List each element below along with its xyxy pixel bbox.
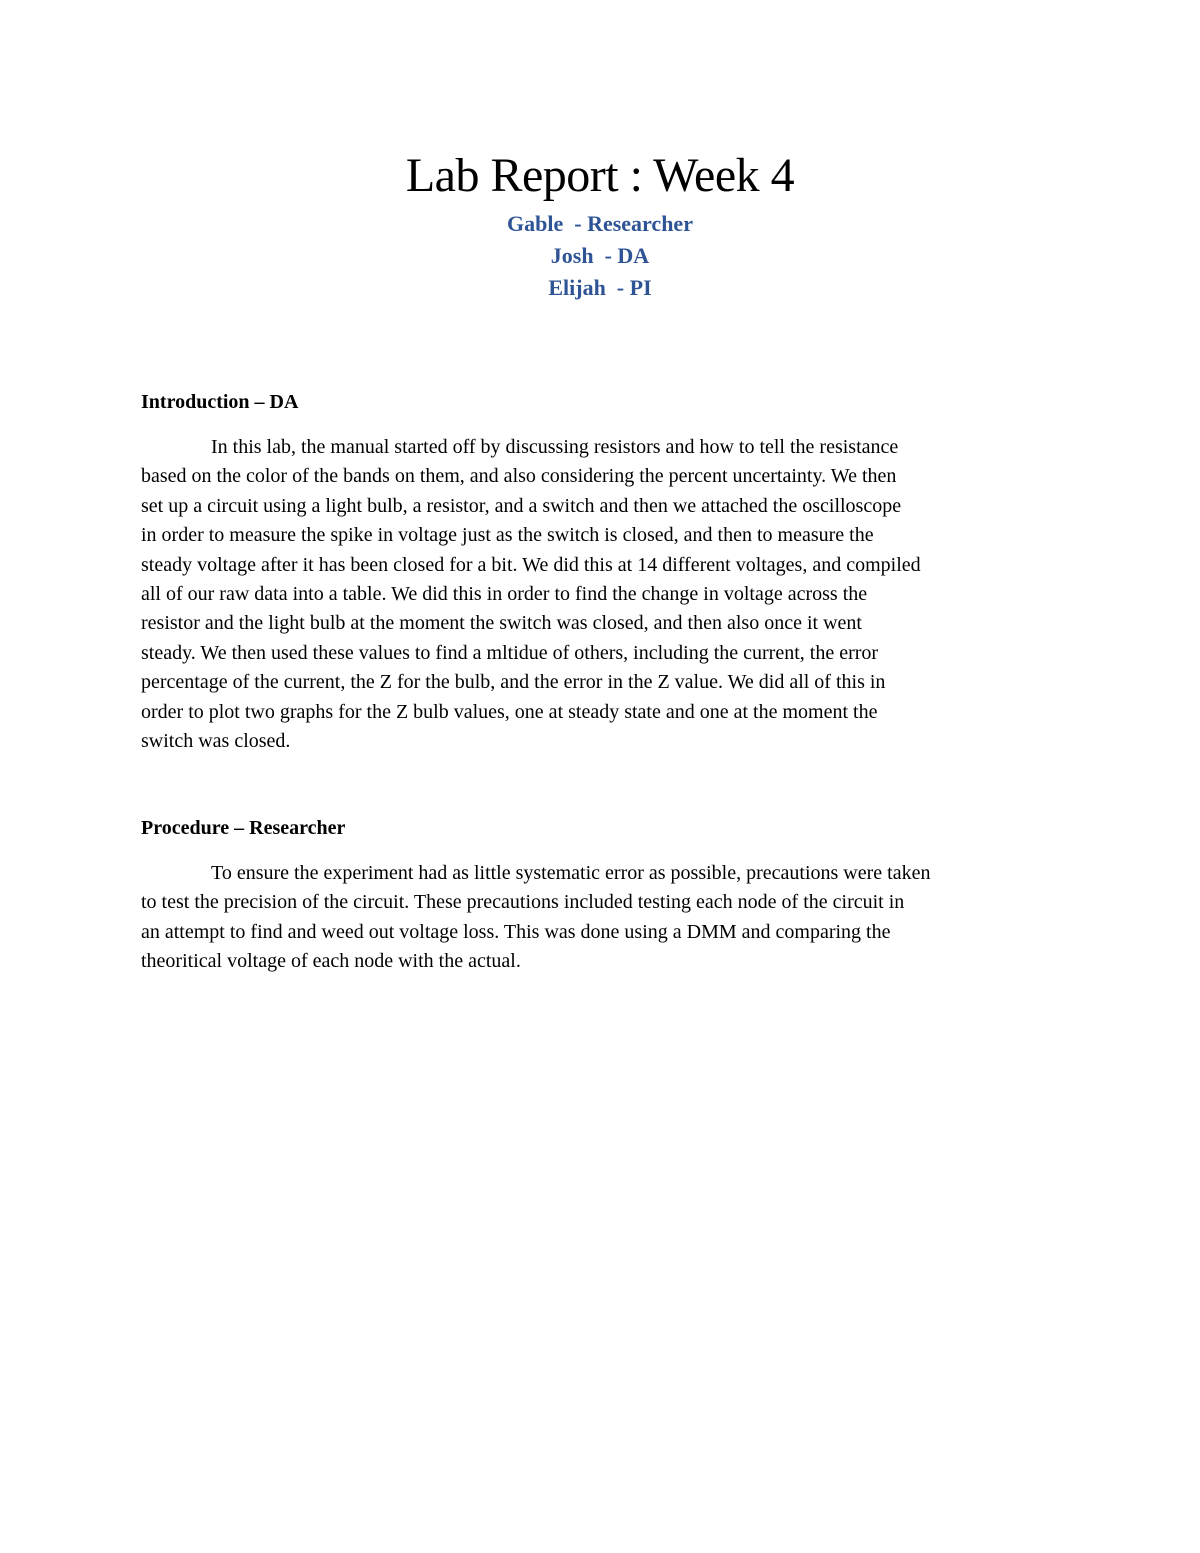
procedure-paragraph: [141, 859, 1061, 977]
introduction-paragraph: [141, 433, 1061, 756]
author-researcher: Gable - Researcher: [507, 211, 693, 236]
paragraph-line: in order to measure the spike in voltage just as the switch is closed, and then to measure the: [141, 524, 874, 547]
paragraph-line: set up a circuit using a light bulb, a resistor, and a switch and then we attached the oscilloscope: [141, 494, 902, 517]
paragraph-line: to test the precision of the circuit. These precautions included testing each node of the circuit in: [141, 891, 905, 914]
author-da: Josh - DA: [550, 243, 650, 268]
author-list: [0, 208, 1200, 304]
paragraph-line: steady. We then used these values to find a mltidue of others, including the current, the error: [141, 641, 879, 664]
paragraph-line: steady voltage after it has been closed for a bit. We did this at 14 different voltages, and compiled: [141, 553, 921, 576]
paragraph-line: To ensure the experiment had as little systematic error as possible, precautions were taken: [211, 862, 931, 884]
page-title: Lab Report : Week 4: [405, 149, 795, 202]
paragraph-line: order to plot two graphs for the Z bulb values, one at steady state and one at the moment the: [141, 700, 878, 723]
introduction-heading: Introduction – DA: [141, 391, 299, 413]
paragraph-line: In this lab, the manual started off by discussing resistors and how to tell the resistance: [211, 436, 899, 458]
paragraph-line: percentage of the current, the Z for the bulb, and the error in the Z value. We did all of this in: [141, 671, 886, 694]
paragraph-line: theoritical voltage of each node with the actual.: [141, 950, 521, 973]
procedure-heading: Procedure – Researcher: [141, 817, 346, 839]
paragraph-line: switch was closed.: [141, 730, 291, 753]
paragraph-line: resistor and the light bulb at the moment the switch was closed, and then also once it went: [141, 612, 862, 635]
paragraph-line: all of our raw data into a table. We did this in order to find the change in voltage across the: [141, 583, 868, 606]
paragraph-line: an attempt to find and weed out voltage loss. This was done using a DMM and comparing the: [141, 920, 891, 943]
author-pi: Elijah - PI: [548, 275, 652, 300]
paragraph-line: based on the color of the bands on them, and also considering the percent uncertainty. We then: [141, 465, 897, 488]
